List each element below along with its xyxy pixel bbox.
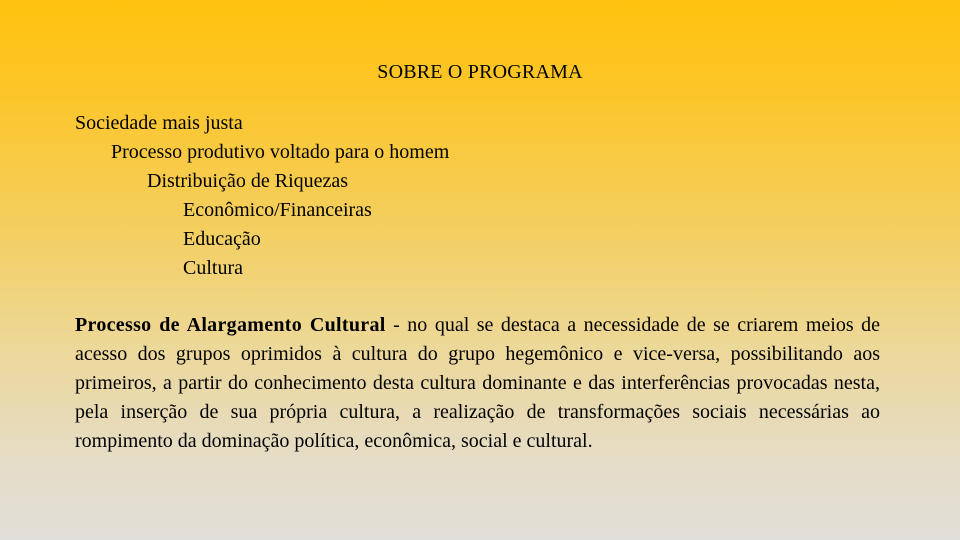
outline-item: Cultura bbox=[183, 257, 243, 279]
paragraph-lead: Processo de Alargamento Cultural bbox=[75, 314, 386, 336]
outline-list bbox=[75, 109, 775, 283]
outline-item: Processo produtivo voltado para o homem bbox=[111, 141, 450, 163]
outline-item: Distribuição de Riquezas bbox=[147, 170, 349, 192]
outline-item: Educação bbox=[183, 228, 261, 250]
body-paragraph bbox=[75, 311, 880, 456]
paragraph-body: - no qual se destaca a necessidade de se criarem meios de acesso dos grupos oprimidos à cultura do grupo hegemônico e vice-versa, possibilitando aos primeiros, a partir do conhecimento desta cultura dominante e das interferências provocadas nesta, pela inserção de sua própria cultura, a realização de transformações sociais necessárias ao rompimento da dominação política, econômica, social e cultural. bbox=[75, 314, 880, 452]
slide-title: SOBRE O PROGRAMA bbox=[377, 61, 583, 83]
outline-item: Econômico/Financeiras bbox=[183, 199, 372, 221]
outline-item: Sociedade mais justa bbox=[75, 112, 243, 134]
